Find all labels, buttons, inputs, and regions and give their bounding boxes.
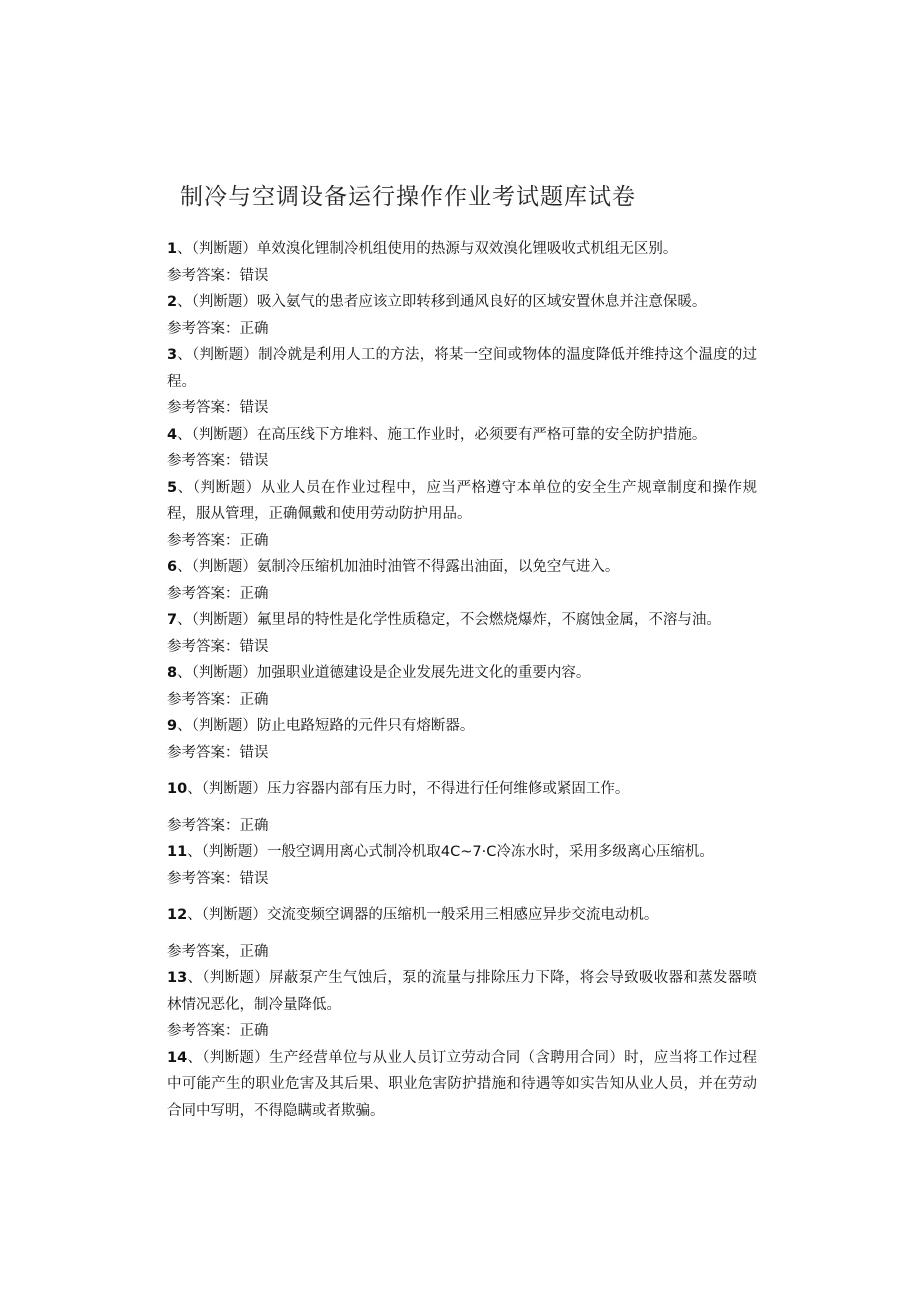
question-type: 、（判断题） — [177, 347, 259, 363]
question-text — [167, 422, 757, 449]
question-body: 防止电路短路的元件只有熔断器。 — [256, 718, 475, 734]
question-number: 4 — [167, 426, 178, 443]
question-body: 吸入氨气的患者应该立即转移到通风良好的区域安置休息并注意保暖。 — [256, 294, 707, 310]
question-item — [167, 554, 757, 607]
question-text — [167, 776, 757, 803]
question-body: 制冷就是利用人工的方法，将某一空间或物体的温度降低并维持这个温度的过程。 — [167, 347, 758, 390]
question-body: 一般空调用离心式制冷机取4C~7·C冷冻水时，采用多级离心压缩机。 — [266, 844, 714, 860]
question-text — [167, 236, 757, 263]
question-item — [167, 776, 757, 839]
question-text — [167, 713, 757, 740]
question-number: 13 — [167, 970, 188, 986]
question-body: 氨制冷压缩机加油时油管不得露出油面，以免空气进入。 — [256, 559, 620, 575]
question-item — [167, 422, 757, 475]
question-text — [167, 289, 757, 316]
question-text — [167, 902, 757, 929]
question-type: 、（判断题） — [177, 479, 261, 496]
question-type: 、（判断题） — [177, 559, 257, 575]
question-type: 、（判断题） — [187, 1049, 270, 1066]
question-text — [167, 342, 757, 395]
question-type: 、（判断题） — [177, 612, 257, 628]
question-item — [167, 965, 757, 1045]
question-body: 交流变频空调器的压缩机一般采用三相感应异步交流电动机。 — [266, 907, 659, 923]
answer-text: 参考答案：错误 — [167, 400, 269, 416]
page-title: 制冷与空调设备运行操作作业考试题库试卷 — [180, 184, 636, 210]
question-body: 压力容器内部有压力时，不得进行任何维修或紧固工作。 — [266, 781, 630, 797]
question-type: 、（判断题） — [177, 241, 257, 257]
question-body: 加强职业道德建设是企业发展先进文化的重要内容。 — [256, 665, 591, 681]
question-text — [167, 660, 757, 687]
question-item — [167, 236, 757, 289]
question-body: 从业人员在作业过程中，应当严格遵守本单位的安全生产规章制度和操作规程，服从管理，正确佩戴和使用劳动防护用品。 — [167, 479, 758, 522]
question-number: 3 — [167, 347, 178, 363]
question-item — [167, 342, 757, 422]
question-number: 1 — [167, 241, 178, 257]
answer-text: 参考答案：错误 — [167, 638, 269, 655]
question-item — [167, 475, 757, 555]
question-text — [167, 554, 757, 581]
answer-text: 参考答案：正确 — [167, 1023, 269, 1039]
answer-text: 参考答案：错误 — [167, 453, 269, 469]
answer-text: 参考答案：正确 — [167, 817, 269, 834]
question-item — [167, 839, 757, 892]
question-number: 8 — [167, 665, 178, 681]
question-type: 、（判断题） — [187, 970, 270, 986]
question-body: 屏蔽泵产生气蚀后，泵的流量与排除压力下降，将会导致吸收器和蒸发器喷林情况恶化，制冷量降低。 — [167, 970, 757, 1013]
question-text — [167, 475, 757, 528]
question-text — [167, 1045, 757, 1125]
question-number: 12 — [167, 907, 188, 923]
question-list — [167, 236, 757, 1124]
question-number: 11 — [167, 844, 188, 860]
answer-text: 参考答案：正确 — [167, 320, 269, 337]
question-number: 14 — [167, 1049, 188, 1066]
question-text — [167, 839, 757, 866]
question-type: 、（判断题） — [187, 844, 267, 860]
question-item — [167, 1045, 757, 1125]
answer-text: 参考答案：错误 — [167, 267, 269, 284]
question-number: 6 — [167, 559, 178, 575]
question-type: 、（判断题） — [177, 665, 257, 681]
answer-text: 参考答案：错误 — [167, 744, 269, 761]
question-body: 生产经营单位与从业人员订立劳动合同（含聘用合同）时，应当将工作过程中可能产生的职业危害及其后果、职业危害防护措施和待遇等如实告知从业人员，并在劳动合同中写明，不得隐瞒或者欺骗。 — [167, 1049, 757, 1119]
question-body: 单效溴化锂制冷机组使用的热源与双效溴化锂吸收式机组无区别。 — [256, 241, 678, 257]
question-number: 7 — [167, 612, 178, 628]
question-body: 在高压线下方堆料、施工作业时，必须要有严格可靠的安全防护措施。 — [256, 426, 707, 443]
question-type: 、（判断题） — [187, 907, 267, 923]
question-text — [167, 607, 757, 634]
question-type: 、（判断题） — [177, 718, 257, 734]
answer-text: 参考答案：错误 — [167, 870, 269, 887]
question-item — [167, 902, 757, 965]
question-item — [167, 713, 757, 766]
question-type: 、（判断题） — [177, 294, 257, 310]
question-number: 9 — [167, 718, 178, 734]
question-item — [167, 660, 757, 713]
answer-text: 参考答案：正确 — [167, 585, 269, 602]
question-text — [167, 965, 757, 1018]
answer-text: 参考答案，正确 — [167, 943, 269, 960]
question-number: 10 — [167, 781, 188, 797]
question-item — [167, 289, 757, 342]
question-type: 、（判断题） — [177, 426, 257, 443]
question-number: 2 — [167, 294, 178, 310]
answer-text: 参考答案：正确 — [167, 691, 269, 708]
question-number: 5 — [167, 479, 178, 496]
question-body: 氟里昂的特性是化学性质稳定，不会燃烧爆炸，不腐蚀金属，不溶与油。 — [256, 612, 721, 628]
answer-text: 参考答案：正确 — [167, 532, 269, 549]
question-type: 、（判断题） — [187, 781, 267, 797]
question-item — [167, 607, 757, 660]
